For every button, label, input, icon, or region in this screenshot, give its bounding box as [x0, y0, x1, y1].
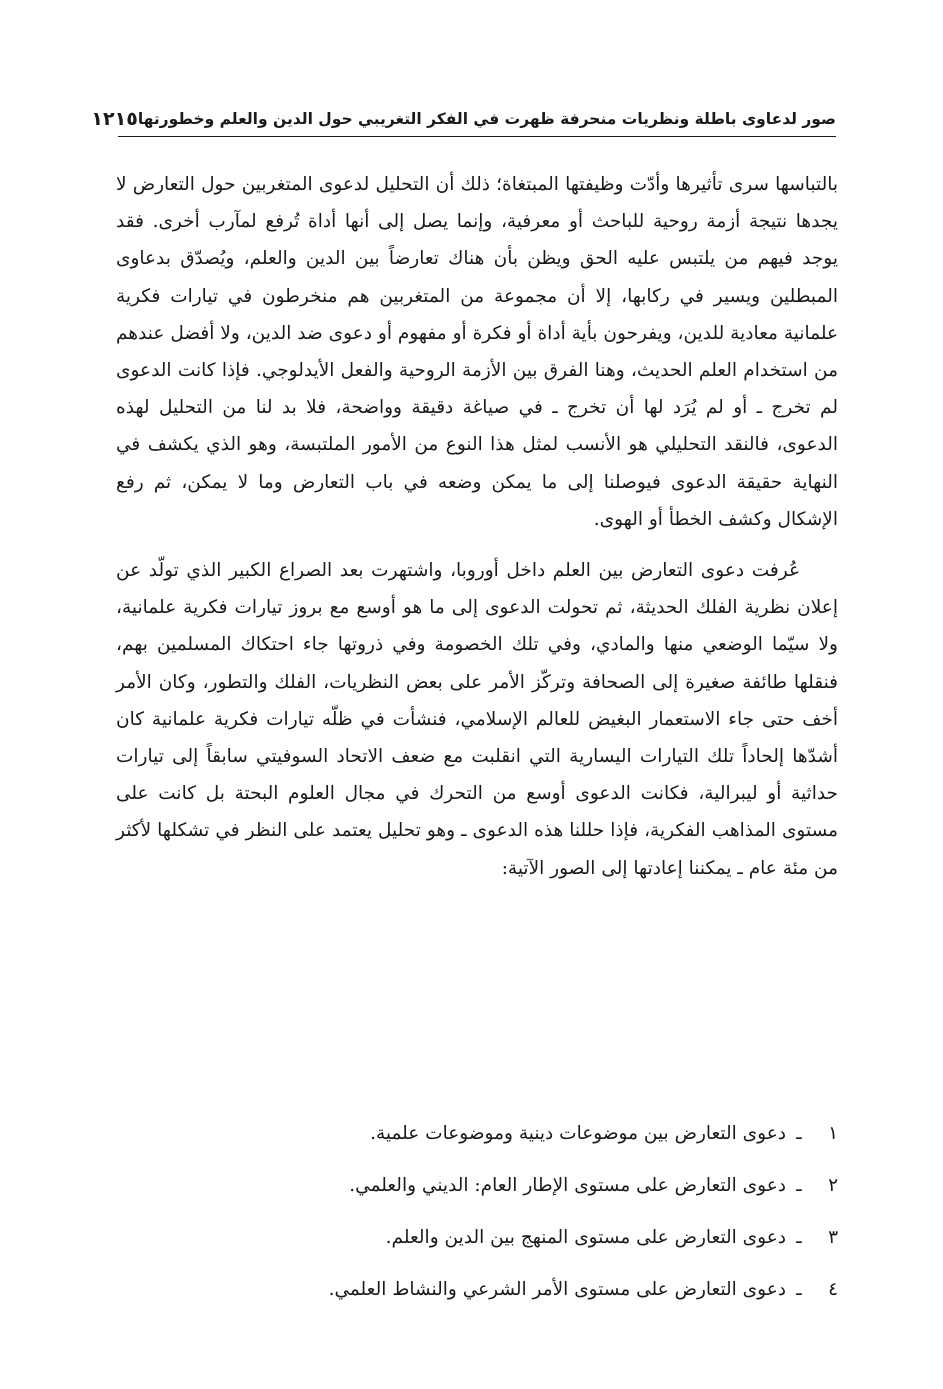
running-title: صور لدعاوى باطلة ونظريات منحرفة ظهرت في الفكر التغريبي حول الدين والعلم وخطورتها [137, 110, 836, 128]
list-item-dash: ـ [796, 1227, 802, 1248]
page-header [91, 96, 836, 137]
paragraph-2: عُرفت دعوى التعارض بين العلم داخل أوروبا، واشتهرت بعد الصراع الكبير الذي تولّد عن إعلان نظرية الفلك الحديثة، ثم تحولت الدعوى إلى ما هو أوسع مع بروز تيارات فكرية علمانية، ولا سيّما الوضعي منها والمادي، وفي تلك الخصومة وفي ذروتها جاء احتكاك المسلمين بهم، فنقلها طائفة صغيرة إلى الصحافة وتركّز الأمر على بعض النظريات، الفلك والتطور، وكان الأمر أخف حتى جاء الاستعمار البغيض للعالم الإسلامي، فنشأت في ظلّه تيارات فكرية علمانية كان أشدّها إلحاداً تلك التيارات اليسارية التي انقلبت مع ضعف الاتحاد السوفيتي سابقاً إلى تيارات حداثية أو ليبرالية، فكانت الدعوى أوسع من التحرك في مجال العلوم البحتة بل كانت على مستوى المذاهب الفكرية، فإذا حللنا هذه الدعوى ـ وهو تحليل يعتمد على النظر في تشكلها لأكثر من مئة عام ـ يمكننا إعادتها إلى الصور الآتية: [116, 560, 838, 879]
body-text [116, 166, 838, 887]
list-item-number: ١ [828, 1123, 838, 1144]
list-item [116, 1272, 838, 1324]
list-item-number: ٤ [828, 1279, 838, 1300]
numbered-list [116, 1116, 838, 1324]
list-item-dash: ـ [796, 1123, 802, 1144]
list-item-dash: ـ [796, 1175, 802, 1196]
list-item-number: ٢ [828, 1175, 838, 1196]
list-item-number: ٣ [828, 1227, 838, 1248]
list-item-text: دعوى التعارض بين موضوعات دينية وموضوعات علمية. [370, 1123, 786, 1144]
list-item [116, 1116, 838, 1168]
list-item-dash: ـ [796, 1279, 802, 1300]
list-item [116, 1220, 838, 1272]
paragraph-1: بالتباسها سرى تأثيرها وأدّت وظيفتها المبتغاة؛ ذلك أن التحليل لدعوى المتغربين حول التعارض لا يجدها نتيجة أزمة روحية للباحث أو معرفية، وإنما يصل إلى أنها أداة تُرفع لمآرب أخرى. فقد يوجد فيهم من يلتبس عليه الحق ويظن بأن هناك تعارضاً بين الدين والعلم، ويُصدّق بدعاوى المبطلين ويسير في ركابها، إلا أن مجموعة من المتغربين هم منخرطون في تيارات فكرية علمانية معادية للدين، ويفرحون بأية أداة أو فكرة أو مفهوم أو دعوى ضد الدين، ولا أفضل عندهم من استخدام العلم الحديث، وهنا الفرق بين الأزمة الروحية والفعل الأيدلوجي. فإذا كانت الدعوى لم تخرج ـ أو لم يُرَد لها أن تخرج ـ في صياغة دقيقة وواضحة، فلا بد لنا من التحليل لهذه الدعوى، فالنقد التحليلي هو الأنسب لمثل هذا النوع من الأمور الملتبسة، وهو الذي يكشف في النهاية حقيقة الدعوى فيوصلنا إلى ما يمكن وضعه في باب التعارض وما لا يمكن، ثم رفع الإشكال وكشف الخطأ أو الهوى. [116, 174, 838, 530]
list-item-text: دعوى التعارض على مستوى الأمر الشرعي والنشاط العلمي. [328, 1279, 786, 1300]
list-item-text: دعوى التعارض على مستوى الإطار العام: الديني والعلمي. [349, 1175, 786, 1196]
list-item-text: دعوى التعارض على مستوى المنهج بين الدين والعلم. [385, 1227, 786, 1248]
page-number: ١٢١٥ [91, 108, 138, 130]
list-item [116, 1168, 838, 1220]
